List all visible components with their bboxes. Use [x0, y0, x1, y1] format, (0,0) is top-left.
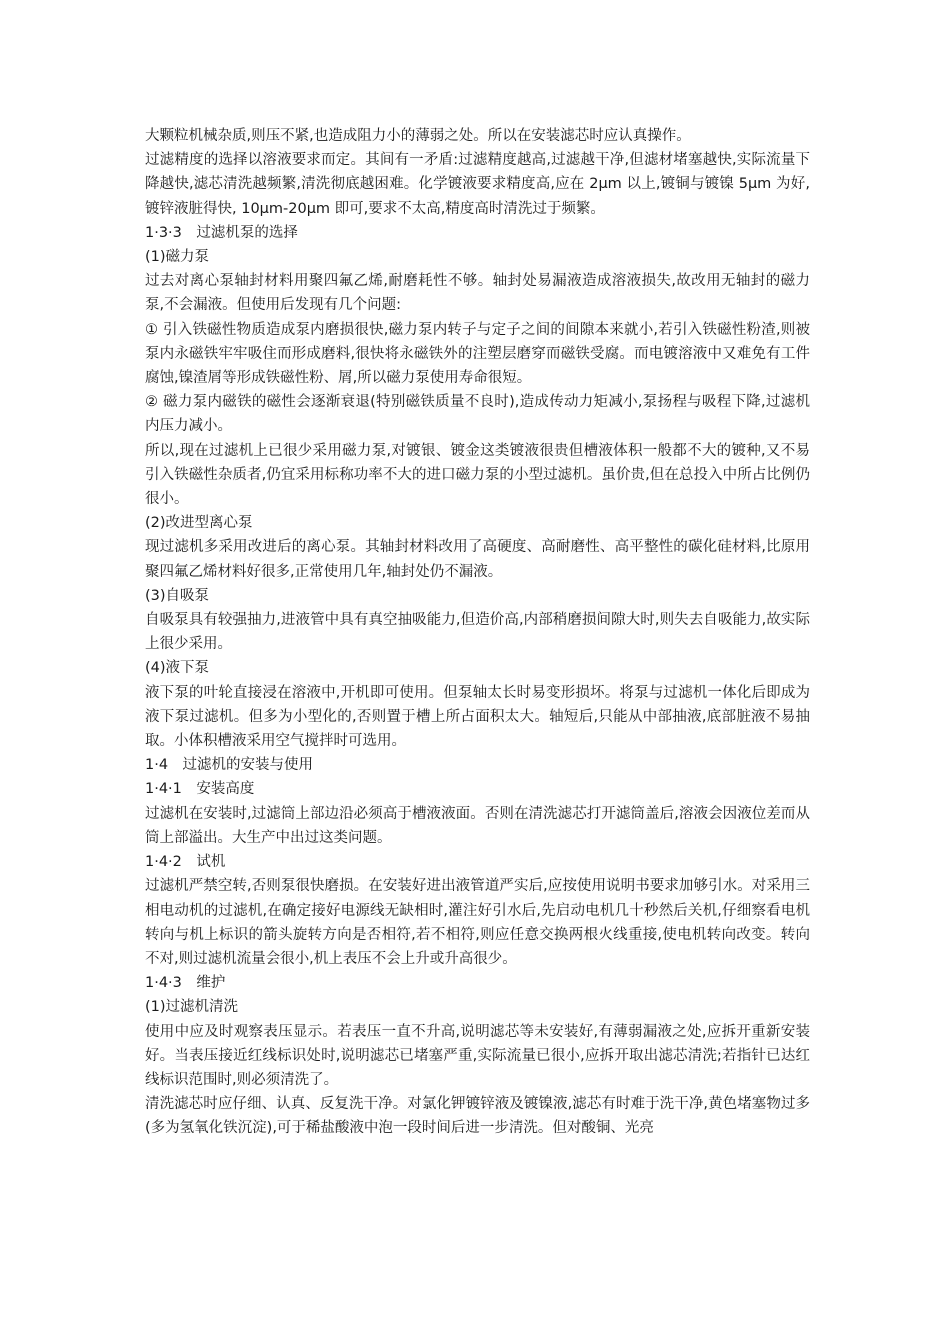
- para-magnetic-pump-issue-2: ② 磁力泵内磁铁的磁性会逐渐衰退(特别磁铁质量不良时),造成传动力矩减小,泵扬程与吸程下降,过滤机内压力减小。: [145, 394, 810, 435]
- para-self-priming-pump: 自吸泵具有较强抽力,进液管中具有真空抽吸能力,但造价高,内部稍磨损间隙大时,则失去自吸能力,故实际上很少采用。: [145, 612, 810, 653]
- heading-1-4-1: 1·4·1 安装高度: [145, 781, 255, 798]
- heading-1-3-3: 1·3·3 过滤机泵的选择: [145, 224, 298, 241]
- para-cleaning-method: 清洗滤芯时应仔细、认真、反复洗干净。对氯化钾镀锌液及镀镍液,滤芯有时难于洗干净,黄色堵塞物过多(多为氢氧化铁沉淀),可于稀盐酸液中泡一段时间后进一步清洗。但对酸铜、光亮: [145, 1096, 810, 1137]
- document-page: [145, 124, 810, 1141]
- para-submerged-pump: 液下泵的叶轮直接浸在溶液中,开机即可使用。但泵轴太长时易变形损坏。将泵与过滤机一体化后即成为液下泵过滤机。但多为小型化的,否则置于槽上所占面积太大。轴短后,只能从中部抽液,底部脏液不易抽取。小体积槽液采用空气搅拌时可选用。: [145, 684, 810, 750]
- para-magnetic-pump-issue-1: ① 引入铁磁性物质造成泵内磨损很快,磁力泵内转子与定子之间的间隙本来就小,若引入铁磁性粉渣,则被泵内永磁铁牢牢吸住而形成磨料,很快将永磁铁外的注塑层磨穿而磁铁受腐。而电镀溶液中又难免有工件腐蚀,镍渣屑等形成铁磁性粉、屑,所以磁力泵使用寿命很短。: [145, 321, 810, 387]
- para-filter-installation-note: 大颗粒机械杂质,则压不紧,也造成阻力小的薄弱之处。所以在安装滤芯时应认真操作。: [145, 128, 691, 144]
- para-filter-precision: 过滤精度的选择以溶液要求而定。其间有一矛盾:过滤精度越高,过滤越干净,但滤材堵塞越快,实际流量下降越快,滤芯清洗越频繁,清洗彻底越困难。化学镀液要求精度高,应在 2μm 以上,镀铜与镀镍 5μm 为好,镀锌液脏得快, 10μm-20μm 即可,要求不太高,精度高时清洗过于频繁。: [145, 152, 810, 217]
- heading-improved-centrifugal-pump: (2)改进型离心泵: [145, 515, 253, 532]
- heading-magnetic-pump: (1)磁力泵: [145, 249, 210, 266]
- para-installation-height: 过滤机在安装时,过滤筒上部边沿必须高于槽液液面。否则在清洗滤芯打开滤筒盖后,溶液会因液位差而从筒上部溢出。大生产中出过这类问题。: [145, 805, 810, 846]
- para-magnetic-pump-intro: 过去对离心泵轴封材料用聚四氟乙烯,耐磨耗性不够。轴封处易漏液造成溶液损失,故改用无轴封的磁力泵,不会漏液。但使用后发现有几个问题:: [145, 273, 810, 314]
- heading-self-priming-pump: (3)自吸泵: [145, 587, 210, 604]
- heading-1-4-2: 1·4·2 试机: [145, 854, 226, 871]
- para-trial-run: 过滤机严禁空转,否则泵很快磨损。在安装好进出液管道严实后,应按使用说明书要求加够引水。对采用三相电动机的过滤机,在确定接好电源线无缺相时,灌注好引水后,先启动电机几十秒然后关机,仔细察看电机转向与机上标识的箭头旋转方向是否相符,若不相符,则应任意交换两根火线重接,使电机转向改变。转向不对,则过滤机流量会很小,机上表压不会上升或升高很少。: [145, 878, 810, 967]
- para-magnetic-pump-conclusion: 所以,现在过滤机上已很少采用磁力泵,对镀银、镀金这类镀液很贵但槽液体积一般都不大的镀种,又不易引入铁磁性杂质者,仍宜采用标称功率不大的进口磁力泵的小型过滤机。虽价贵,但在总投入中所占比例仍很小。: [145, 442, 810, 508]
- heading-1-4: 1·4 过滤机的安装与使用: [145, 757, 314, 774]
- heading-filter-cleaning: (1)过滤机清洗: [145, 999, 239, 1016]
- heading-1-4-3: 1·4·3 维护: [145, 975, 226, 992]
- para-pressure-gauge: 使用中应及时观察表压显示。若表压一直不升高,说明滤芯等未安装好,有薄弱漏液之处,应拆开重新安装好。当表压接近红线标识处时,说明滤芯已堵塞严重,实际流量已很小,应拆开取出滤芯清洗;若指针已达红线标识范围时,则必须清洗了。: [145, 1023, 810, 1088]
- heading-submerged-pump: (4)液下泵: [145, 660, 210, 677]
- para-improved-centrifugal-pump: 现过滤机多采用改进后的离心泵。其轴封材料改用了高硬度、高耐磨性、高平整性的碳化硅材料,比原用聚四氟乙烯材料好很多,正常使用几年,轴封处仍不漏液。: [145, 539, 810, 580]
